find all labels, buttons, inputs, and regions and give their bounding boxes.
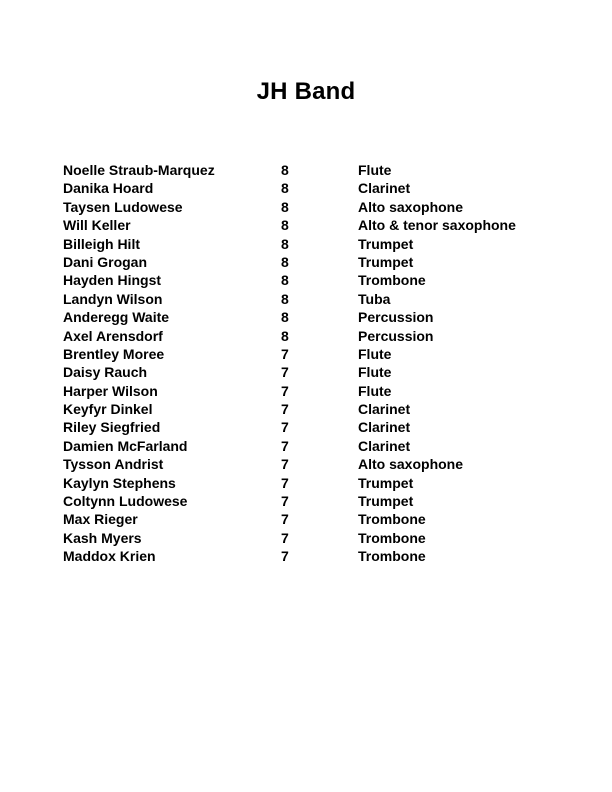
- student-name: Hayden Hingst: [63, 272, 162, 289]
- roster-row: [63, 161, 563, 179]
- student-instrument: Clarinet: [358, 437, 411, 454]
- student-grade: 7: [281, 529, 289, 546]
- student-grade: 7: [281, 493, 289, 510]
- student-instrument: Alto & tenor saxophone: [358, 217, 516, 234]
- student-name: Kash Myers: [63, 529, 142, 546]
- student-grade: 8: [281, 198, 289, 215]
- roster-row: [63, 547, 563, 565]
- student-name: Maddox Krien: [63, 548, 156, 565]
- student-instrument: Trumpet: [358, 253, 414, 270]
- student-instrument: Trombone: [358, 548, 426, 565]
- student-grade: 7: [281, 382, 289, 399]
- roster-row: [63, 198, 563, 216]
- student-name: Billeigh Hilt: [63, 235, 140, 252]
- roster-row: [63, 510, 563, 528]
- student-instrument: Flute: [358, 162, 392, 178]
- student-instrument: Trombone: [358, 529, 426, 546]
- student-instrument: Trumpet: [358, 474, 414, 491]
- roster-row: [63, 437, 563, 455]
- student-instrument: Trombone: [358, 272, 426, 289]
- student-name: Coltynn Ludowese: [63, 493, 188, 510]
- roster-row: [63, 345, 563, 363]
- student-instrument: Trombone: [358, 511, 426, 528]
- student-instrument: Trumpet: [358, 493, 414, 510]
- student-instrument: Tuba: [358, 290, 391, 307]
- student-name: Noelle Straub-Marquez: [63, 162, 215, 178]
- student-grade: 8: [281, 235, 289, 252]
- student-name: Keyfyr Dinkel: [63, 401, 153, 418]
- student-name: Will Keller: [63, 217, 131, 234]
- student-instrument: Percussion: [358, 309, 434, 326]
- roster-row: [63, 235, 563, 253]
- student-name: Anderegg Waite: [63, 309, 170, 326]
- student-name: Damien McFarland: [63, 437, 188, 454]
- student-instrument: Alto saxophone: [358, 456, 464, 473]
- student-grade: 7: [281, 474, 289, 491]
- roster-row: [63, 455, 563, 473]
- roster-row: [63, 271, 563, 289]
- roster-row: [63, 253, 563, 271]
- student-instrument: Flute: [358, 382, 392, 399]
- roster-row: [63, 400, 563, 418]
- student-grade: 7: [281, 548, 289, 565]
- student-name: Brentley Moree: [63, 345, 165, 362]
- roster-row: [63, 363, 563, 381]
- student-grade: 8: [281, 272, 289, 289]
- band-roster-list: [63, 161, 563, 566]
- student-instrument: Clarinet: [358, 419, 411, 436]
- page-title: JH Band: [256, 78, 356, 105]
- student-instrument: Flute: [358, 345, 392, 362]
- student-name: Kaylyn Stephens: [63, 474, 176, 491]
- roster-row: [63, 308, 563, 326]
- roster-row: [63, 492, 563, 510]
- student-grade: 7: [281, 345, 289, 362]
- student-name: Dani Grogan: [63, 253, 148, 270]
- student-instrument: Clarinet: [358, 401, 411, 418]
- student-grade: 7: [281, 456, 289, 473]
- student-grade: 7: [281, 401, 289, 418]
- student-grade: 8: [281, 290, 289, 307]
- student-grade: 7: [281, 364, 289, 381]
- student-name: Taysen Ludowese: [63, 198, 183, 215]
- roster-row: [63, 290, 563, 308]
- student-grade: 7: [281, 419, 289, 436]
- student-grade: 8: [281, 309, 289, 326]
- student-grade: 8: [281, 327, 289, 344]
- student-name: Riley Siegfried: [63, 419, 161, 436]
- student-grade: 8: [281, 217, 289, 234]
- student-grade: 8: [281, 180, 289, 197]
- student-name: Axel Arensdorf: [63, 327, 163, 344]
- roster-row: [63, 418, 563, 436]
- student-grade: 8: [281, 253, 289, 270]
- student-instrument: Flute: [358, 364, 392, 381]
- student-instrument: Trumpet: [358, 235, 414, 252]
- student-instrument: Clarinet: [358, 180, 411, 197]
- student-grade: 7: [281, 511, 289, 528]
- student-instrument: Alto saxophone: [358, 198, 464, 215]
- student-instrument: Percussion: [358, 327, 434, 344]
- roster-row: [63, 382, 563, 400]
- student-name: Max Rieger: [63, 511, 138, 528]
- student-name: Daisy Rauch: [63, 364, 148, 381]
- student-grade: 8: [281, 162, 289, 178]
- student-grade: 7: [281, 437, 289, 454]
- student-name: Danika Hoard: [63, 180, 154, 197]
- roster-row: [63, 327, 563, 345]
- student-name: Harper Wilson: [63, 382, 158, 399]
- student-name: Landyn Wilson: [63, 290, 163, 307]
- roster-row: [63, 529, 563, 547]
- student-name: Tysson Andrist: [63, 456, 164, 473]
- roster-row: [63, 474, 563, 492]
- roster-row: [63, 216, 563, 234]
- roster-row: [63, 179, 563, 197]
